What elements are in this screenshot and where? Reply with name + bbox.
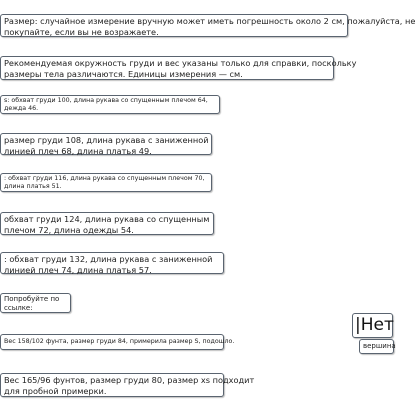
size-line: обхват груди 124, длина рукава со спущенным (4, 214, 210, 224)
review-line: Вес 158/102 фунта, размер груди 84, примерила размер S, подошло. (4, 338, 235, 345)
size-row-xxl (0, 252, 224, 274)
size-row-m (0, 133, 212, 155)
link-line: ссылке: (4, 304, 33, 312)
size-line: : обхват груди 116, длина рукава со спущенным плечом 70, (4, 175, 205, 182)
try-on-review-2 (0, 373, 255, 397)
note-reference (0, 56, 357, 80)
size-line: линией плеч 74, длина платья 57. (4, 264, 152, 275)
size-line: длина платья 51. (4, 183, 62, 190)
size-line: линией плеч 68, длина платья 49. (4, 145, 152, 156)
size-line: дежда 46. (4, 105, 39, 112)
size-line: : обхват груди 132, длина рукава с заниженной (4, 254, 213, 264)
size-row-l (0, 173, 212, 192)
size-line: плечом 72, длина одежды 54. (4, 224, 134, 235)
no-button[interactable]: |Нет (352, 313, 393, 338)
note-line: Рекомендуемая окружность груди и вес указаны только для справки, поскольку (4, 58, 357, 68)
size-row-xl (0, 212, 214, 235)
size-row-s (0, 95, 220, 114)
note-disclaimer (0, 14, 415, 37)
note-line: Размер: случайное измерение вручную может иметь погрешность около 2 см, пожалуйста, не (4, 16, 415, 26)
note-line: покупайте, если вы не возражаете. (4, 26, 159, 37)
review-line: Вес 165/96 фунтов, размер груди 80, размер xs подходит (4, 375, 255, 385)
top-button[interactable]: вершина (359, 339, 394, 354)
try-on-review-1 (0, 334, 235, 350)
review-line: для пробной примерки. (4, 385, 107, 396)
size-line: s: обхват груди 100, длина рукава со спущенным плечом 64, (4, 97, 208, 104)
size-line: размер груди 108, длина рукава с заниженной (4, 135, 209, 145)
try-on-link-label[interactable] (0, 293, 71, 313)
background-text-faint (230, 200, 400, 260)
link-line: Попробуйте по (4, 295, 60, 303)
note-line: размеры тела различаются. Единицы измерения — см. (4, 68, 243, 79)
